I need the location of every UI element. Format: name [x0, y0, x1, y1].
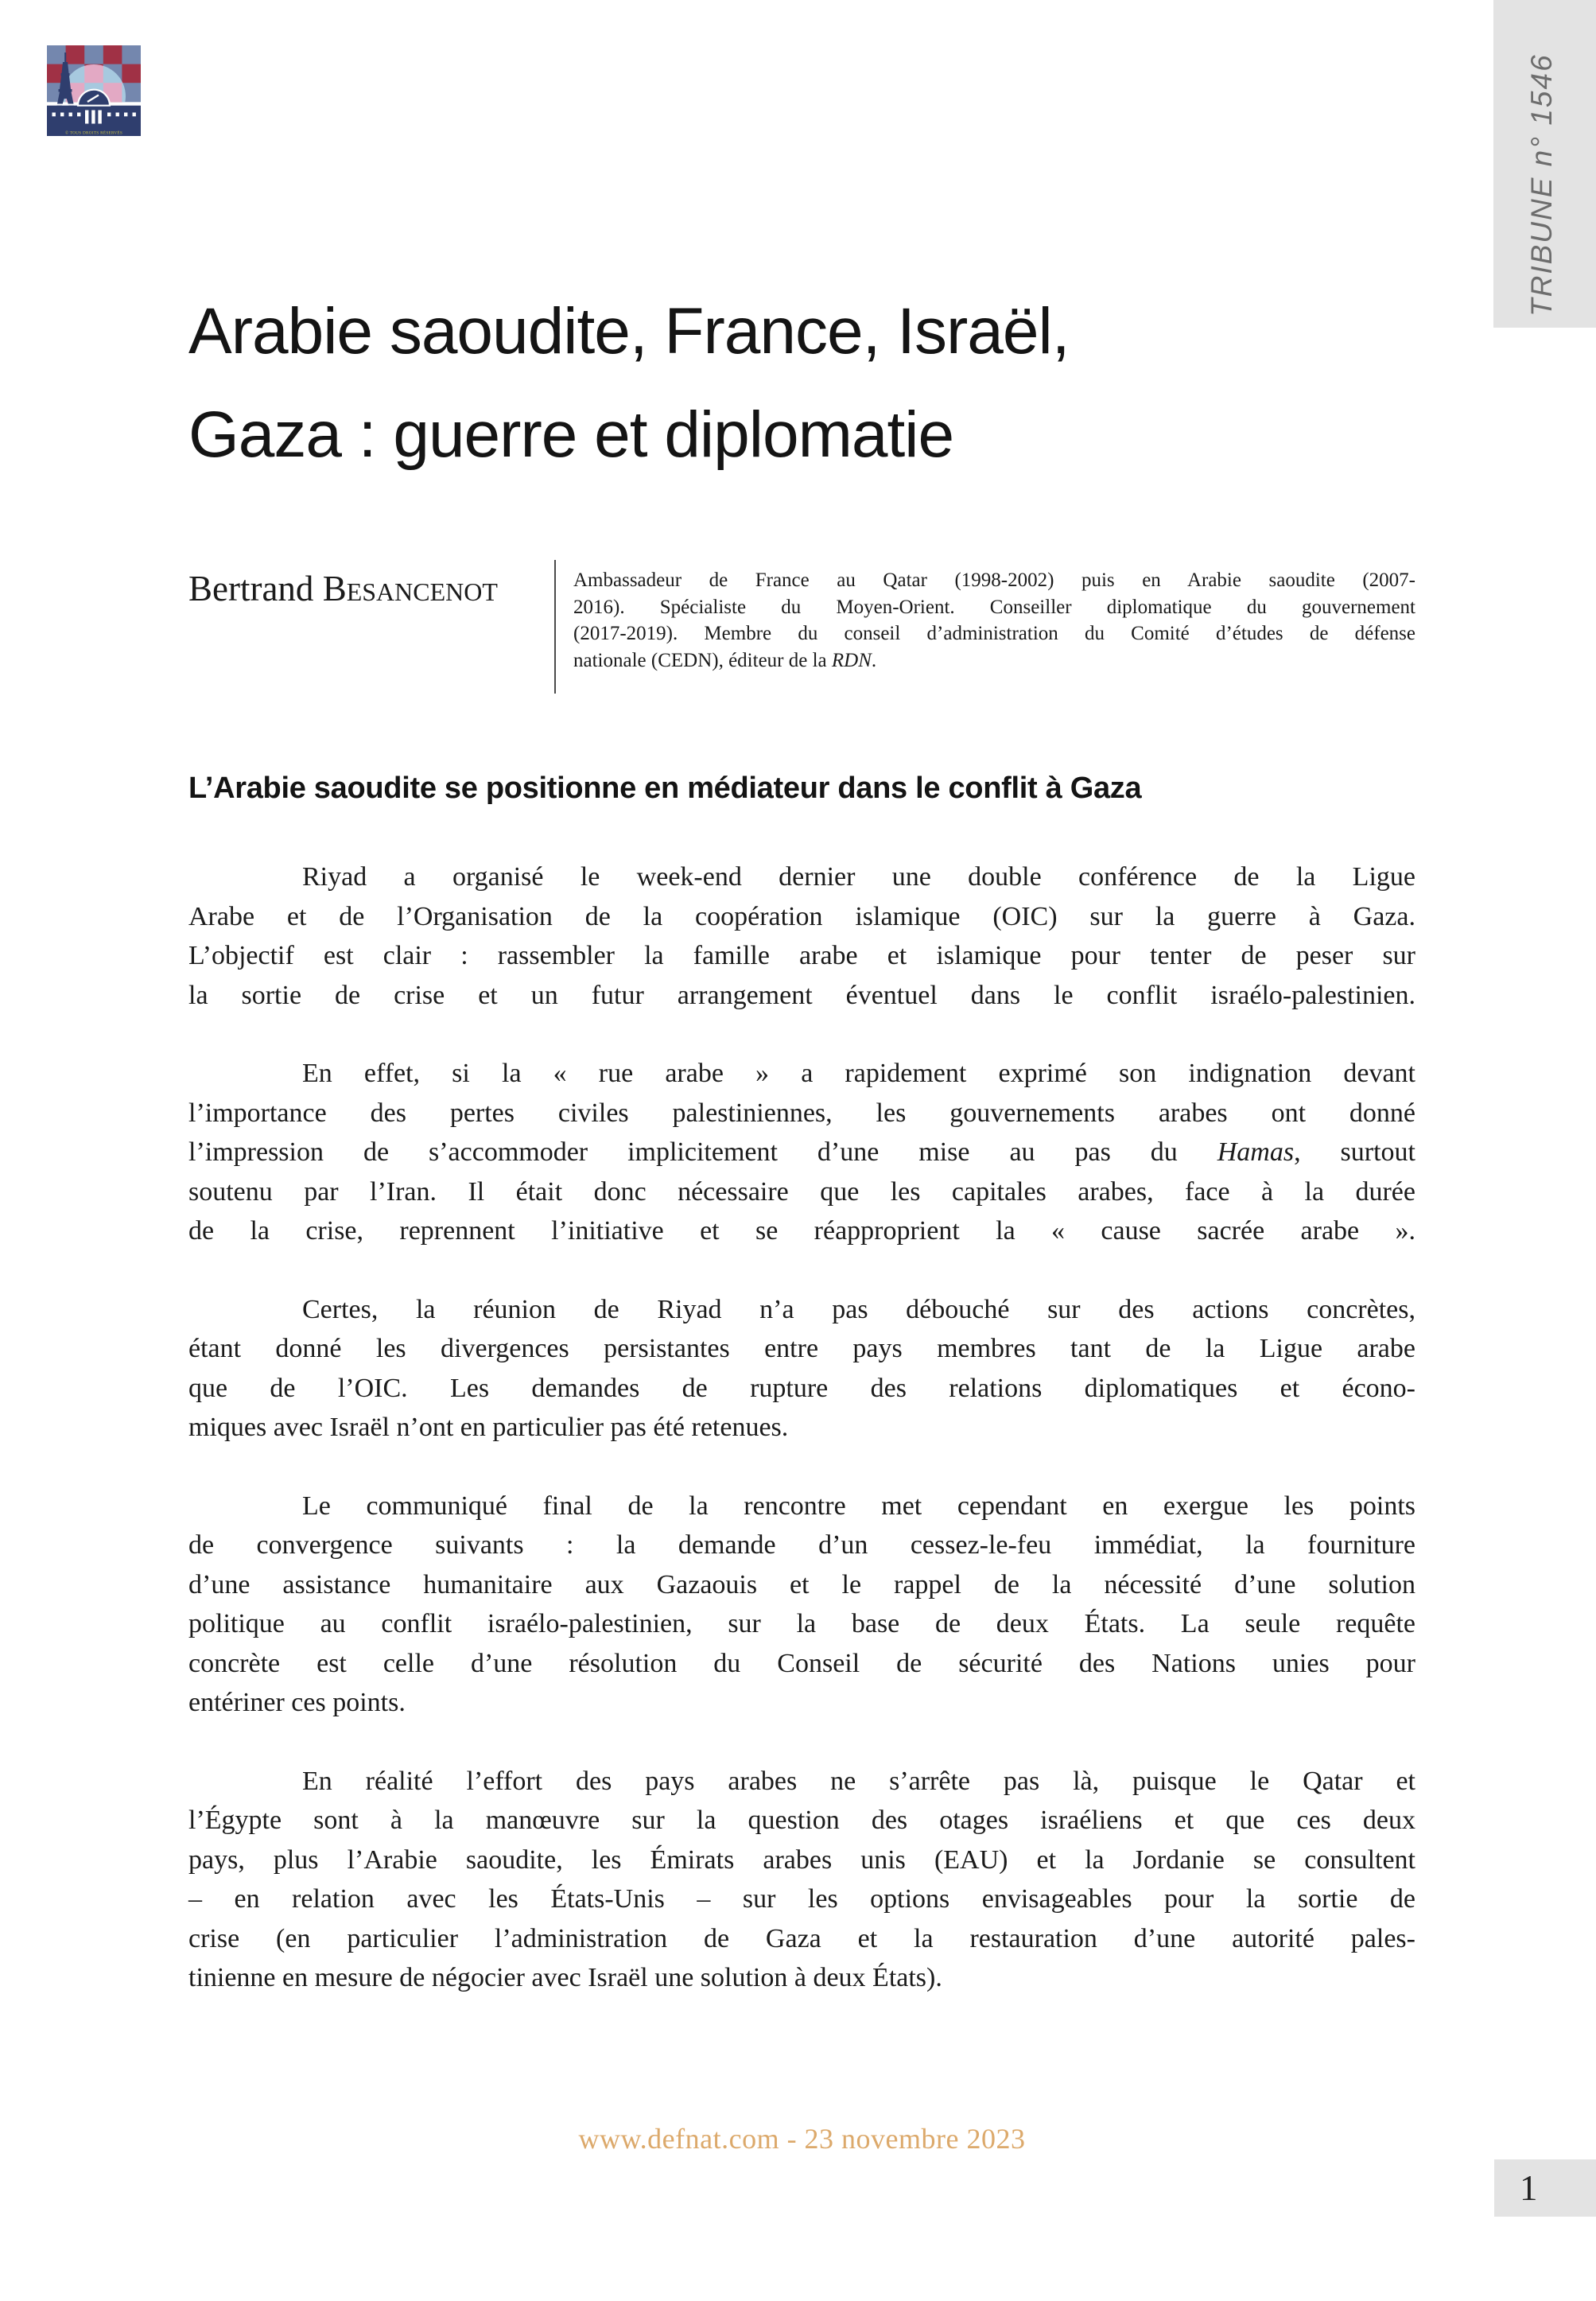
text-line: Gaza : guerre et diplomatie	[188, 398, 954, 471]
author-first-name: Bertrand	[188, 569, 314, 608]
text-line: (2017-2019). Membre du conseil d’administration du Comité d’études de défense	[573, 623, 1415, 644]
author-block	[188, 557, 1415, 694]
text-line: Riyad a organisé le week-end dernier une double conférence de la Ligue	[302, 862, 1415, 892]
text-line: d’une assistance humanitaire aux Gazaouis et le rappel de la nécessité d’une solution	[188, 1569, 1415, 1599]
text-line: soutenu par l’Iran. Il était donc nécessaire que les capitales arabes, face à la durée	[188, 1176, 1415, 1207]
paragraph-5	[188, 1762, 1415, 1998]
author-name	[188, 557, 554, 609]
paragraph-4	[188, 1487, 1415, 1723]
text-line: Le communiqué final de la rencontre met cependant en exergue les points	[302, 1491, 1415, 1521]
text-line: L’objectif est clair : rassembler la famille arabe et islamique pour tenter de peser sur	[188, 941, 1415, 970]
text-line: crise (en particulier l’administration de Gaza et la restauration d’une autorité pales-	[188, 1923, 1415, 1953]
text-line: Arabe et de l’Organisation de la coopération islamique (OIC) sur la guerre à Gaza.	[188, 901, 1415, 931]
text-line: politique au conflit israélo-palestinien, sur la base de deux États. La seule requête	[188, 1609, 1415, 1638]
text-line: Arabie saoudite, France, Israël,	[188, 295, 1070, 367]
paragraph-2	[188, 1054, 1415, 1251]
author-bio	[556, 557, 1415, 674]
text-line: de convergence suivants : la demande d’un cessez-le-feu immédiat, la fourniture	[188, 1530, 1415, 1560]
article-body	[188, 857, 1415, 2037]
paragraph-1	[188, 857, 1415, 1015]
section-heading: L’Arabie saoudite se positionne en médiateur dans le conflit à Gaza	[188, 772, 1142, 805]
text-line: concrète est celle d’une résolution du Conseil de sécurité des Nations unies pour	[188, 1648, 1415, 1678]
rdn-logo	[47, 45, 141, 139]
logo-caption: © TOUS DROITS RÉSERVÉS	[64, 130, 123, 136]
tribune-strip	[1493, 0, 1596, 328]
text-line: En effet, si la « rue arabe » a rapidement exprimé son indignation devant	[302, 1059, 1415, 1088]
page-number: 1	[1520, 2168, 1538, 2208]
text-line: En réalité l’effort des pays arabes ne s’arrête pas là, puisque le Qatar et	[302, 1766, 1415, 1796]
text-line: la sortie de crise et un futur arrangement éventuel dans le conflit israélo-palestinien.	[188, 980, 1415, 1010]
text-line: tinienne en mesure de négocier avec Israël une solution à deux États).	[188, 1963, 942, 1992]
text-line: l’Égypte sont à la manœuvre sur la question des otages israéliens et que ces deux	[188, 1805, 1415, 1835]
author-last-name: Besancenot	[322, 569, 498, 608]
text-line: 2016). Spécialiste du Moyen-Orient. Conseiller diplomatique du gouvernement	[573, 596, 1415, 618]
text-line: miques avec Israël n’ont en particulier pas été retenues.	[188, 1413, 789, 1442]
page-number-box	[1494, 2159, 1596, 2217]
text-line: que de l’OIC. Les demandes de rupture des relations diplomatiques et écono-	[188, 1373, 1415, 1403]
text-line: Certes, la réunion de Riyad n’a pas débouché sur des actions concrètes,	[302, 1294, 1415, 1324]
text-line: de la crise, reprennent l’initiative et se réapproprient la « cause sacrée arabe ».	[188, 1216, 1415, 1246]
text-line: pays, plus l’Arabie saoudite, les Émirats arabes unis (EAU) et la Jordanie se consultent	[188, 1844, 1415, 1875]
paragraph-3	[188, 1290, 1415, 1448]
text-line: – en relation avec les États-Unis – sur les options envisageables pour la sortie de	[188, 1884, 1415, 1914]
article-title	[188, 280, 1429, 487]
text-line: l’impression de s’accommoder implicitement d’une mise au pas du Hamas, surtout	[188, 1137, 1416, 1167]
text-line: Ambassadeur de France au Qatar (1998-2002) puis en Arabie saoudite (2007-	[573, 569, 1415, 591]
text-line: entériner ces points.	[188, 1688, 406, 1717]
tribune-label: TRIBUNE n° 1546	[1525, 53, 1558, 317]
text-line: nationale (CEDN), éditeur de la RDN.	[573, 649, 877, 671]
text-line: étant donné les divergences persistantes entre pays membres tant de la Ligue arabe	[188, 1334, 1415, 1363]
text-line: l’importance des pertes civiles palestiniennes, les gouvernements arabes ont donné	[188, 1098, 1415, 1128]
footer-url-date: www.defnat.com - 23 novembre 2023	[578, 2123, 1026, 2155]
